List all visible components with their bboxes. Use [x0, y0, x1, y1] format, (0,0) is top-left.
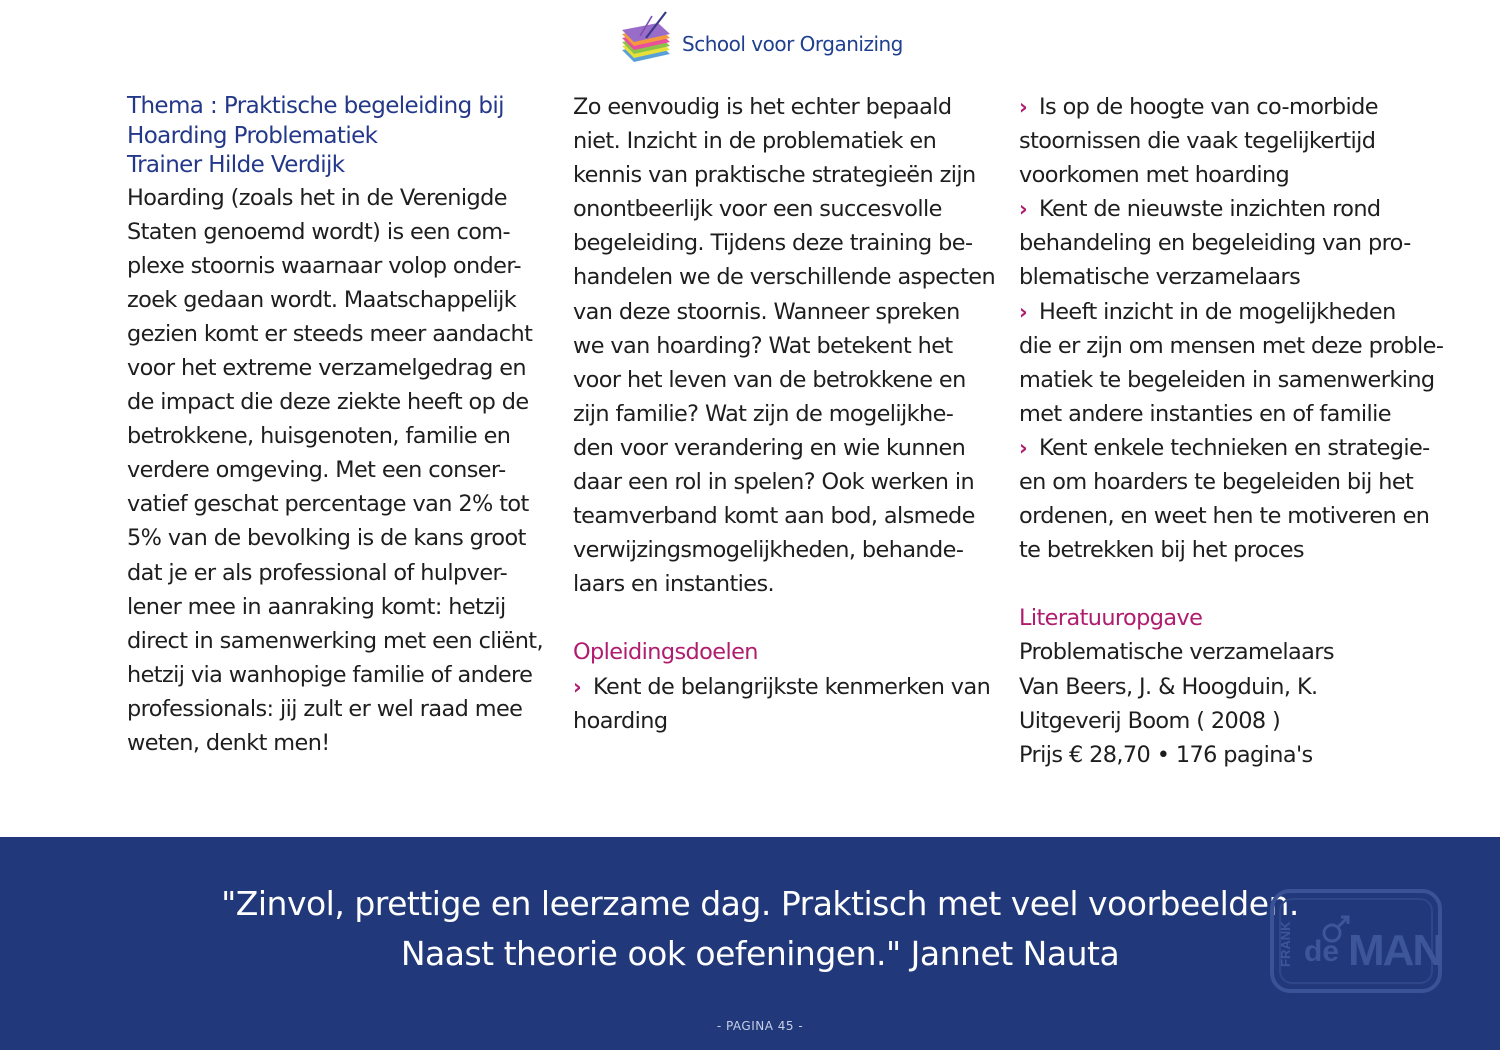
goal-bullet — [1019, 90, 1414, 124]
chevron-right-icon: › — [1019, 435, 1028, 460]
logo-text-de: de — [1304, 935, 1340, 968]
bullet-text: Kent de nieuwste inzichten rond — [1039, 196, 1381, 223]
goal-bullet — [573, 670, 991, 704]
text-line: dat je er als professional of hulpver- — [127, 559, 508, 586]
goal-bullet — [1019, 431, 1430, 465]
theme-heading — [127, 92, 517, 181]
trainer-line: Trainer Hilde Verdijk — [127, 152, 345, 178]
text-line: professionals: jij zult er wel raad mee — [127, 695, 523, 722]
bullet-continuation: en om hoarders te begeleiden bij het — [1019, 469, 1414, 496]
bullet-text: Heeft inzicht in de mogelijkheden — [1039, 298, 1396, 325]
text-line: 5% van de bevolking is de kans groot — [127, 525, 526, 552]
text-line: voor het extreme verzamelgedrag en — [127, 354, 526, 381]
book-publisher: Uitgeverij Boom ( 2008 ) — [1019, 707, 1281, 734]
text-line: direct in samenwerking met een cliënt, — [127, 627, 543, 654]
text-line: de impact die deze ziekte heeft op de — [127, 389, 529, 416]
bullet-continuation: hoarding — [573, 707, 668, 734]
bullet-continuation: voorkomen met hoarding — [1019, 162, 1290, 189]
text-line: van deze stoornis. Wanneer spreken — [573, 298, 960, 325]
text-line: begeleiding. Tijdens deze training be- — [573, 230, 973, 257]
text-line: lener mee in aanraking komt: hetzij — [127, 593, 506, 620]
intro-text — [127, 181, 543, 761]
text-line: laars en instanties. — [573, 571, 775, 598]
bullet-continuation: blematische verzamelaars — [1019, 264, 1301, 291]
theme-line: Thema : Praktische begeleiding bij — [127, 93, 504, 119]
column-1 — [127, 90, 543, 760]
stacked-books-pen-icon — [618, 10, 676, 70]
book-price: Prijs € 28,70 • 176 pagina's — [1019, 741, 1313, 768]
bullet-continuation: die er zijn om mensen met deze proble- — [1019, 332, 1444, 359]
text-line: zoek gedaan wordt. Maatschappelijk — [127, 286, 517, 313]
goals-list — [1019, 90, 1444, 567]
page-header — [612, 8, 932, 70]
bullet-continuation: stoornissen die vaak tegelijkertijd — [1019, 128, 1376, 155]
goal-bullet — [1019, 192, 1414, 226]
bullet-continuation: matiek te begeleiden in samenwerking — [1019, 366, 1435, 393]
text-line: handelen we de verschillende aspecten — [573, 264, 996, 291]
text-line: verwijzingsmogelijkheden, behande- — [573, 537, 964, 564]
quote-line: "Zinvol, prettige en leerzame dag. Praktisch met veel voorbeelden. — [221, 884, 1299, 923]
book-authors: Van Beers, J. & Hoogduin, K. — [1019, 673, 1318, 700]
text-line: vatief geschat percentage van 2% tot — [127, 491, 529, 518]
bullet-continuation: met andere instanties en of familie — [1019, 400, 1391, 427]
logo-text-frank: FRANK — [1278, 921, 1293, 967]
page-number: - PAGINA 45 - — [716, 1019, 804, 1033]
text-line: den voor verandering en wie kunnen — [573, 434, 966, 461]
column-3 — [1019, 90, 1444, 772]
chevron-right-icon: › — [573, 674, 582, 699]
literature-reference — [1019, 635, 1414, 771]
text-line: niet. Inzicht in de problematiek en — [573, 128, 937, 155]
description-text — [573, 90, 996, 601]
chevron-right-icon: › — [1019, 299, 1028, 324]
bullet-text: Kent de belangrijkste kenmerken van — [593, 673, 991, 700]
section-title-literatuuropgave: Literatuuropgave — [1019, 605, 1203, 632]
theme-line: Hoarding Problematiek — [127, 122, 378, 149]
text-line: plexe stoornis waarnaar volop onder- — [127, 252, 521, 279]
frank-de-man-logo — [1268, 885, 1444, 997]
text-line: onontbeerlijk voor een succesvolle — [573, 196, 942, 223]
footer-band — [0, 837, 1500, 1050]
bullet-continuation: ordenen, en weet hen te motiveren en — [1019, 503, 1430, 530]
text-line: verdere omgeving. Met een conser- — [127, 457, 506, 484]
text-line: Staten genoemd wordt) is een com- — [127, 218, 511, 245]
column-2 — [573, 90, 996, 738]
chevron-right-icon: › — [1019, 197, 1028, 222]
section-title-opleidingsdoelen: Opleidingsdoelen — [573, 639, 758, 666]
organization-name: School voor Organizing — [682, 32, 903, 56]
text-line: we van hoarding? Wat betekent het — [573, 332, 953, 359]
text-line: Zo eenvoudig is het echter bepaald — [573, 94, 952, 120]
goal-bullet — [1019, 295, 1414, 329]
text-line: weten, denkt men! — [127, 730, 330, 756]
text-line: gezien komt er steeds meer aandacht — [127, 320, 533, 347]
text-line: voor het leven van de betrokkene en — [573, 366, 966, 393]
text-line: teamverband komt aan bod, alsmede — [573, 503, 975, 530]
bullet-text: Is op de hoogte van co-morbide — [1039, 94, 1378, 120]
bullet-text: Kent enkele technieken en strategie- — [1039, 434, 1430, 461]
bullet-continuation: behandeling en begeleiding van pro- — [1019, 230, 1411, 257]
text-line: daar een rol in spelen? Ook werken in — [573, 469, 975, 496]
chevron-right-icon: › — [1019, 95, 1028, 119]
bullet-continuation: te betrekken bij het proces — [1019, 537, 1304, 564]
book-title: Problematische verzamelaars — [1019, 639, 1334, 666]
text-line: Hoarding (zoals het in de Verenigde — [127, 184, 507, 211]
text-line: betrokkene, huisgenoten, familie en — [127, 423, 511, 450]
text-line: zijn familie? Wat zijn de mogelijkhe- — [573, 400, 954, 427]
quote-line: Naast theorie ook oefeningen." Jannet Nauta — [400, 934, 1120, 973]
text-line: kennis van praktische strategieën zijn — [573, 162, 976, 189]
text-line: hetzij via wanhopige familie of andere — [127, 661, 533, 688]
logo-text-man: MAN — [1348, 926, 1443, 975]
